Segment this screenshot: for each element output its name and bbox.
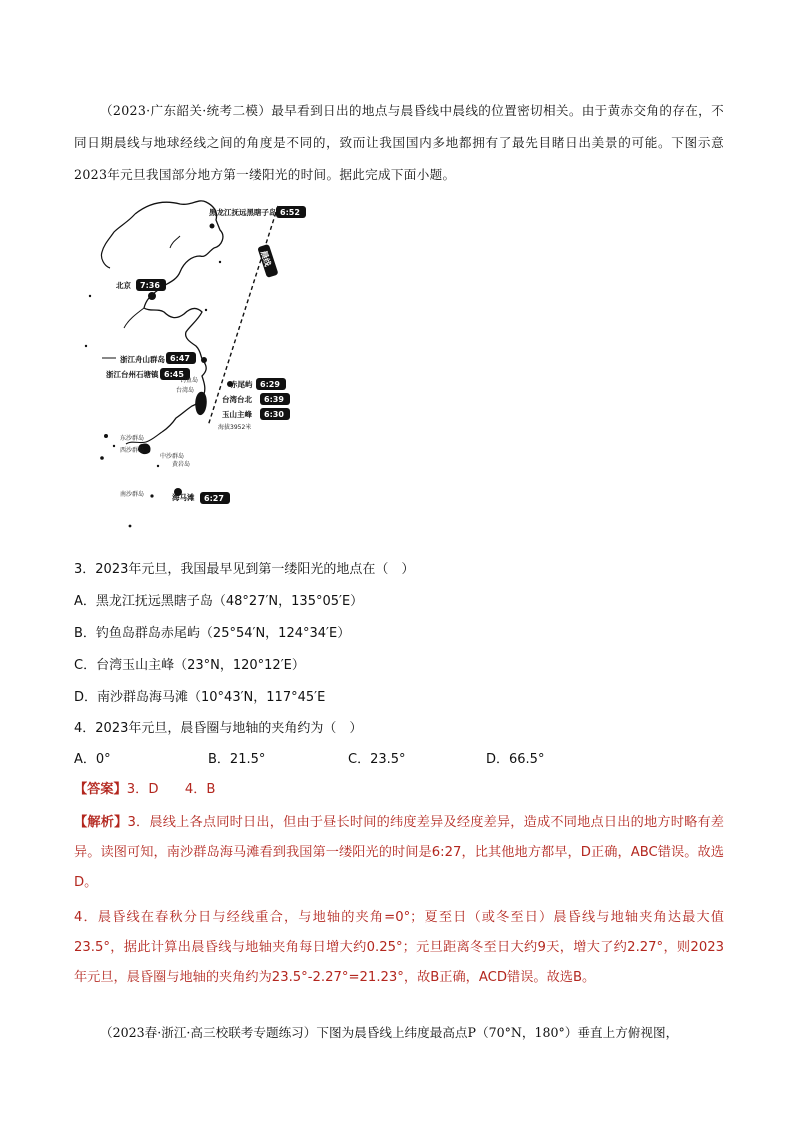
intro-source: （2023·广东韶关·统考二模） — [100, 103, 272, 118]
elevation-note: 海拔3952米 — [218, 424, 252, 431]
place-label: 赤尾屿 — [230, 380, 253, 389]
small-label: 南沙群岛 — [120, 491, 145, 498]
place-label: 北京 — [116, 281, 131, 290]
small-label: 钓鱼岛 — [180, 377, 199, 384]
q4-option-c: C．23.5° — [348, 752, 406, 767]
q4-option-b: B．21.5° — [208, 752, 266, 767]
q3-stem: 3．2023年元旦，我国最早见到第一缕阳光的地点在（ ） — [74, 562, 415, 577]
answer-text: 3．D 4．B — [126, 782, 216, 797]
q4-option-d: D．66.5° — [486, 752, 545, 767]
q3-option-b: B．钓鱼岛群岛赤尾屿（25°54′N，124°34′E） — [74, 626, 351, 641]
small-label: 中沙群岛 — [160, 453, 185, 460]
place-label: 玉山主峰 — [222, 410, 252, 419]
q4-stem: 4．2023年元旦，晨昏圈与地轴的夹角约为（ ） — [74, 721, 363, 736]
place-label: 浙江台州石塘镇 — [106, 370, 159, 379]
q4-option-a: A．0° — [74, 752, 111, 767]
place-label: 浙江舟山群岛 — [120, 355, 165, 364]
place-time: 6:52 — [280, 208, 300, 217]
place-label: 黑龙江抚远黑瞎子岛 — [209, 208, 277, 217]
q3-option-a: A．黑龙江抚远黑瞎子岛（48°27′N，135°05′E） — [74, 594, 364, 609]
analysis-tag: 【解析】 — [74, 815, 128, 830]
analysis-p1 — [74, 808, 724, 898]
intro-text: 最早看到日出的地点与晨昏线中晨线的位置密切相关。由于黄赤交角的存在，不同日期晨线与地球经线之间的角度是不同的，致而让我国国内多地都拥有了最先目睹日出美景的可能。下图示意2023年元旦我国部分地方第一缕阳光的时间。据此完成下面小题。 — [74, 103, 724, 182]
next-source: （2023春·浙江·高三校联考专题练习） — [100, 1025, 317, 1040]
q3-option-d: D．南沙群岛海马滩（10°43′N，117°45′E — [74, 690, 326, 705]
analysis-p2: 4．晨昏线在春秋分日与经线重合，与地轴的夹角=0°；夏至日（或冬至日）晨昏线与地轴夹角达最大值23.5°，据此计算出晨昏线与地轴夹角每日增大约0.25°；元旦距离冬至日大约9天，增大了约2.27°，则2023年元旦，晨昏圈与地轴的夹角约为23.5°-2.27°=21.23°，故B正确，ACD错误。故选B。 — [74, 910, 724, 985]
place-time: 7:36 — [140, 281, 160, 290]
analysis-p1-text: 3．晨线上各点同时日出，但由于昼长时间的纬度差异及经度差异，造成不同地点日出的地方时略有差异。读图可知，南沙群岛海马滩看到我国第一缕阳光的时间是6:27，比其他地方都早，D正确，ABC错误。故选D。 — [74, 815, 724, 890]
sunrise-map — [80, 196, 310, 541]
next-intro — [74, 1022, 724, 1044]
next-text: 下图为晨昏线上纬度最高点P（70°N，180°）垂直上方俯视图， — [316, 1025, 679, 1040]
q3-option-c: C．台湾玉山主峰（23°N，120°12′E） — [74, 658, 305, 673]
small-label: 台湾岛 — [176, 387, 195, 394]
place-time: 6:30 — [264, 410, 284, 419]
morning-line-label: 晨线 — [258, 249, 273, 268]
place-time: 6:29 — [260, 380, 280, 389]
place-time: 6:27 — [204, 494, 224, 503]
intro-paragraph — [74, 95, 724, 191]
place-time: 6:47 — [170, 354, 190, 363]
place-label: 海马滩 — [172, 493, 195, 502]
answer-line — [74, 775, 215, 805]
small-label: 西沙群岛 — [120, 447, 145, 454]
answer-tag: 【答案】 — [74, 782, 127, 797]
place-label: 台湾台北 — [222, 395, 252, 404]
place-time: 6:39 — [264, 395, 284, 404]
place-time: 6:45 — [164, 370, 184, 379]
q4-options — [74, 748, 724, 768]
small-label: 东沙群岛 — [120, 435, 145, 442]
small-label: 黄岩岛 — [172, 461, 191, 468]
